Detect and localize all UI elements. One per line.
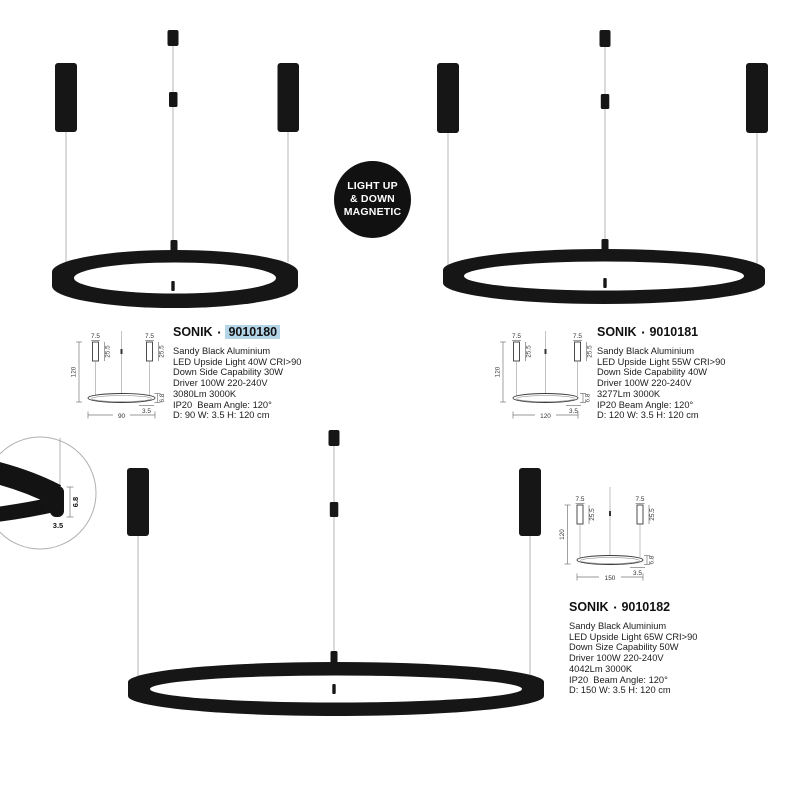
spec-line: Driver 100W 220-240V bbox=[173, 378, 268, 389]
dim-drop: 120 bbox=[70, 366, 78, 378]
spot-cylinder-left bbox=[55, 63, 77, 132]
spec-line: Down Size Capability 50W bbox=[569, 642, 679, 653]
ring-nub bbox=[171, 281, 174, 291]
feature-badge bbox=[334, 161, 411, 238]
spot-cylinder-right bbox=[746, 63, 768, 133]
dimension-diagram-d90 bbox=[70, 326, 170, 422]
lamp-photo-d120 bbox=[420, 20, 790, 320]
spec-line: Down Side Capability 30W bbox=[173, 367, 284, 378]
diagram-ring bbox=[577, 556, 643, 565]
dim-drop: 120 bbox=[495, 366, 502, 378]
dim-ring-height: 6.8 bbox=[159, 393, 166, 403]
lamp-photo-d150 bbox=[95, 425, 565, 750]
ring-d150 bbox=[128, 662, 544, 716]
dim-head-height: 25.5 bbox=[158, 345, 166, 358]
bullet-separator: ▪ bbox=[613, 603, 617, 612]
product-title bbox=[569, 600, 697, 614]
bullet-separator: ▪ bbox=[641, 328, 645, 337]
dim-head-height: 25.5 bbox=[586, 345, 594, 358]
dim-ring-width: 3.5 bbox=[142, 408, 151, 415]
spec-line: 4042Lm 3000K bbox=[569, 663, 633, 674]
product-name: SONIK bbox=[569, 600, 609, 614]
dim-head-width: 7.5 bbox=[91, 333, 100, 340]
dim-head-width: 7.5 bbox=[635, 496, 645, 503]
product-specs bbox=[569, 621, 697, 696]
badge-line: MAGNETIC bbox=[343, 206, 402, 218]
diagram-ring bbox=[513, 394, 578, 403]
product-block-9010182 bbox=[569, 600, 697, 696]
detail-dim-width: 3.5 bbox=[52, 521, 64, 530]
spec-line: LED Upside Light 55W CRI>90 bbox=[597, 356, 726, 367]
lamp-photo-d90 bbox=[30, 20, 340, 320]
spec-line: D: 90 W: 3.5 H: 120 cm bbox=[173, 410, 270, 421]
dim-ring-height: 6.8 bbox=[648, 555, 656, 565]
spec-line: IP20 Beam Angle: 120° bbox=[597, 399, 694, 410]
product-block-9010181 bbox=[597, 325, 725, 421]
spec-line: D: 120 W: 3.5 H: 120 cm bbox=[597, 410, 699, 421]
spec-line: D: 150 W: 3.5 H: 120 cm bbox=[569, 685, 671, 696]
dim-head-height: 25.5 bbox=[589, 508, 596, 521]
spec-line: Driver 100W 220-240V bbox=[569, 653, 664, 664]
diagram-cylinder-right bbox=[147, 342, 153, 361]
dim-diameter: 120 bbox=[540, 412, 551, 420]
product-name: SONIK bbox=[173, 325, 213, 339]
diagram-cylinder-left bbox=[93, 342, 99, 361]
spec-line: LED Upside Light 65W CRI>90 bbox=[569, 631, 698, 642]
dim-ring-width: 3.5 bbox=[633, 570, 642, 577]
spec-line: Driver 100W 220-240V bbox=[597, 378, 692, 389]
spot-cylinder-left bbox=[127, 468, 149, 536]
spec-line: Down Side Capability 40W bbox=[597, 367, 708, 378]
dim-head-height: 25.5 bbox=[104, 345, 112, 358]
diagram-cylinder-left bbox=[514, 342, 520, 361]
diagram-cylinder-left bbox=[577, 505, 583, 524]
ring-profile-detail-callout bbox=[0, 435, 100, 555]
ceiling-cap bbox=[600, 30, 611, 47]
dimension-diagram-d120 bbox=[495, 326, 605, 422]
badge-line: LIGHT UP bbox=[347, 180, 398, 192]
dim-drop: 120 bbox=[559, 529, 566, 540]
wire-connector bbox=[169, 92, 178, 107]
wire-connector bbox=[601, 94, 610, 109]
product-code: 9010182 bbox=[621, 600, 671, 614]
product-specs bbox=[597, 346, 725, 421]
dim-head-width: 7.5 bbox=[573, 333, 582, 340]
product-title bbox=[597, 325, 725, 339]
ceiling-cap bbox=[168, 30, 179, 46]
ring-d120 bbox=[443, 249, 765, 304]
badge-line: & DOWN bbox=[350, 193, 395, 205]
spec-line: Sandy Black Aluminium bbox=[569, 621, 667, 631]
dim-head-width: 7.5 bbox=[512, 333, 521, 340]
dim-diameter: 150 bbox=[604, 574, 616, 582]
diagram-cylinder-right bbox=[637, 505, 643, 524]
diagram-ring bbox=[88, 394, 155, 403]
dim-head-width: 7.5 bbox=[145, 333, 154, 340]
product-block-9010180 bbox=[173, 325, 301, 421]
product-code: 9010181 bbox=[649, 325, 699, 339]
ring-pin bbox=[602, 239, 609, 252]
dim-head-height: 25.5 bbox=[525, 345, 533, 358]
wire-connector bbox=[330, 502, 339, 517]
spot-cylinder-right bbox=[278, 63, 300, 132]
spec-line: Sandy Black Aluminium bbox=[597, 346, 695, 356]
ring-d90 bbox=[52, 250, 298, 308]
spot-cylinder-right bbox=[519, 468, 541, 536]
product-name: SONIK bbox=[597, 325, 637, 339]
spec-line: LED Upside Light 40W CRI>90 bbox=[173, 356, 302, 367]
spec-line: 3277Lm 3000K bbox=[597, 388, 661, 399]
dimension-diagram-d150 bbox=[558, 484, 676, 586]
bullet-separator: ▪ bbox=[217, 328, 221, 337]
product-title bbox=[173, 325, 301, 339]
dim-ring-width: 3.5 bbox=[569, 408, 578, 415]
spec-line: IP20 Beam Angle: 120° bbox=[173, 399, 272, 410]
spec-line: IP20 Beam Angle: 120° bbox=[569, 674, 668, 685]
ring-pin bbox=[331, 651, 338, 663]
diagram-cylinder-right bbox=[575, 342, 581, 361]
ring-pin bbox=[171, 240, 178, 253]
ring-nub bbox=[332, 684, 335, 694]
dim-head-height: 25.5 bbox=[649, 508, 656, 521]
dim-diameter: 90 bbox=[117, 412, 126, 420]
detail-dim-height: 6.8 bbox=[71, 496, 80, 508]
dim-head-width: 7.5 bbox=[575, 496, 585, 503]
ring-nub bbox=[603, 278, 606, 288]
detail-dim-inner: 2.3 bbox=[33, 504, 44, 513]
spec-line: 3080Lm 3000K bbox=[173, 388, 237, 399]
product-code-highlighted: 9010180 bbox=[225, 325, 280, 339]
product-specs bbox=[173, 346, 301, 421]
spot-cylinder-left bbox=[437, 63, 459, 133]
dim-ring-height: 6.8 bbox=[584, 393, 592, 403]
spec-line: Sandy Black Aluminium bbox=[173, 346, 271, 356]
ceiling-cap bbox=[329, 430, 340, 446]
